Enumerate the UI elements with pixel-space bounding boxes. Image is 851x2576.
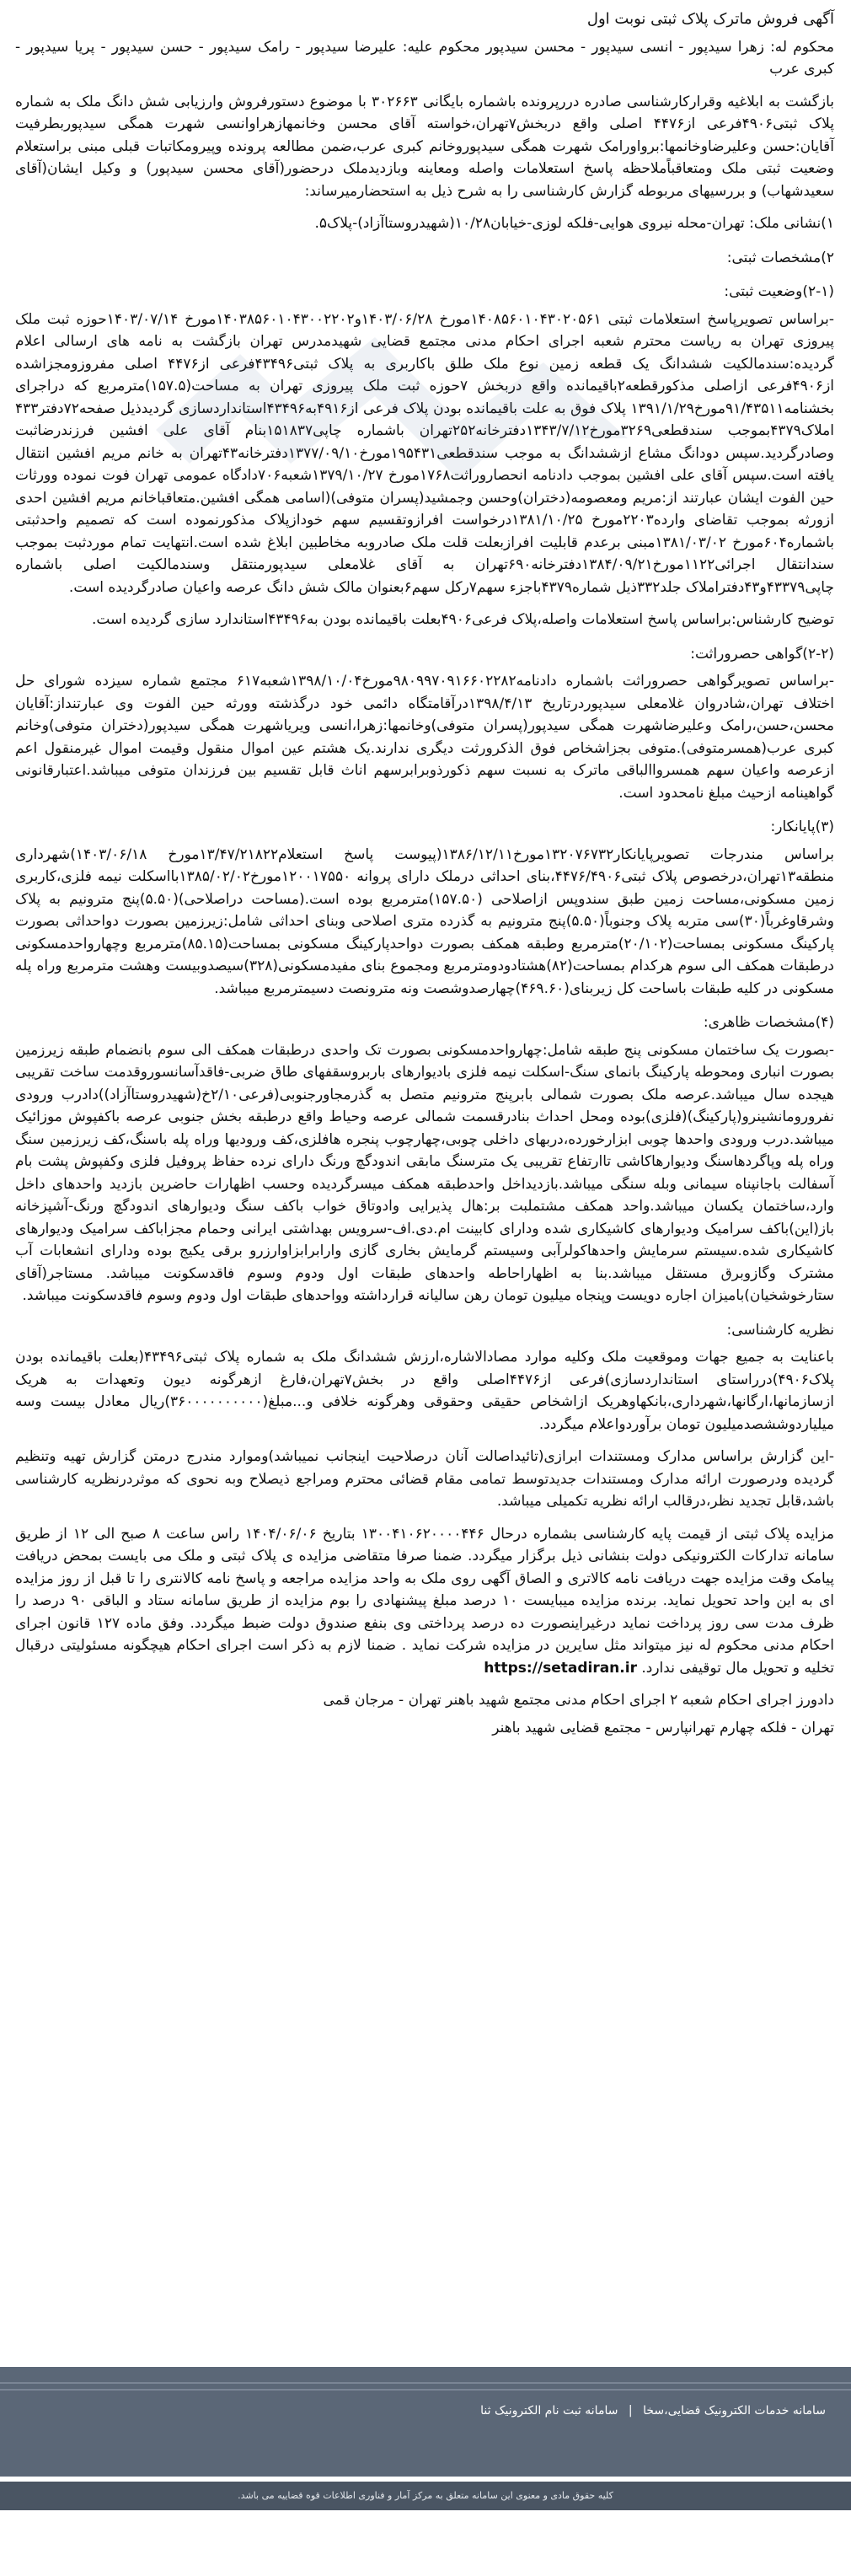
referral-paragraph: بازگشت به ابلاغیه وقرارکارشناسی صادره دررپرونده باشماره بایگانی ۳۰۲۶۶۳ با موضوع دستورفروش وارزیابی شش دانگ ملک به شماره پلاک ثبتی۴۹۰۶فرعی از۴۴۷۶ اصلی واقع دربخش۷تهران،خواسته آقای محسن وخانمهازهراوانسی شهرت همگی سیدپوربطرفیت آقایان:حسن وعلیرضاوخانمها:برواورامک شهرت همگی سیدپوروخانم کبری عرب،ضمن مطالعه پرونده وپیرومکاتبات قبلی مبنی براستعلام وضعیت ثبتی ملک ومتعاقباًملاحظه پاسخ استعلامات واصله ومعاینه وبازدیدملک درحضور(آقای محسن سیدپور) و وکیل ایشان(آقای سعیدشهاب) و بررسیهای مربوطه گزارش کارشناسی را به شرح ذیل به استحضارمیرساند: — [15, 93, 835, 200]
heading-inheritance: (۲-۲)گواهی حصروراثت: — [690, 645, 834, 663]
site-footer — [0, 2367, 851, 2576]
completion-paragraph: براساس مندرجات تصویرپایانکار۱۳۲۰۷۶۷۳۲مورخ۱۳۸۶/۱۲/۱۱(پیوست پاسخ استعلام۱۳/۴۷/۲۱۸۲۲مورخ ۱۴۰۳/۰۶/۱۸)شهرداری منطقه۱۳تهران،درخصوص پلاک ثبتی۴۴۷۶/۴۹۰۶،بنای احداثی درملک دارای پروانه ۱۲۰۰۱۷۵۵۰مورخ۱۳۸۵/۰۲/۰۲بااسکلت نیمه فلزی،کاربری زمین مسکونی،مساحت زمین طبق سندوپس ازاصلاحی (۱۵۷.۵۰)مترمربع بوده است.(مساحت دراصلاحی)(۵.۵۰)پنج مترونیم به پلاک وشرقاوغرباً(۳۰)سی متربه پلاک وجنوباً(۵.۵۰)پنج مترونیم به گذرده متری اصلاحی وبنای احداثی شامل:زیرزمین بصورت دواحداثی بصورت پارکینگ مسکونی بمساحت(۲۰/۱۰۲)مترمربع وطبقه همکف بصورت دواحدپارکینگ مسکونی بمساحت(۸۵.۱۵)مترمربع وچهارواحدمسکونی درطبقات همکف الی سوم هرکدام بمساحت(۸۲)هشتادودومترمربع ومجموع بنای مفیدمسکونی(۳۲۸)سیصدوبیست وهشت مترمربع وراه پله مسکونی در کلیه طبقات باساحت کل زیربنای(۴۶۹.۶۰)چهارصدوشصت ونه مترونصت دسیمترمربع میباشد. — [15, 845, 835, 997]
parties-paragraph: محکوم له: زهرا سیدپور - انسی سیدپور - محسن سیدپور محکوم علیه: علیرضا سیدپور - رامک سیدپور - حسن سیدپور - پریا سیدپور - کبری عرب — [15, 38, 834, 78]
footer-copyright: کلیه حقوق مادی و معنوی این سامانه متعلق به مرکز آمار و فناوری اطلاعات قوه قضاییه می باشد. — [0, 2482, 851, 2510]
disclaimer-paragraph: -این گزارش براساس مدارک ومستندات ابرازی(تائیداصالت آنان درصلاحیت اینجانب نمیباشد)وموارد مندرج درمتن گزارش تهیه وتنظیم گردیده ودرصورت ارائه مدارک ومستندات جدیدتوسط تمامی مقام قضائی محترم ومراجع ذیصلاح وبه نحوی که موثردرنظریه کارشناسی باشد،قابل تجدید نظر،درقالب ارائه نظریه تکمیلی میباشد. — [15, 1448, 834, 1510]
court-address: تهران - فلکه چهارم تهرانپارس - مجتمع قضایی شهید باهنر — [492, 1719, 834, 1736]
registration-paragraph: -براساس تصویرپاسخ استعلامات ثبتی ۱۴۰۸۵۶۰۱۰۴۳۰۲۰۵۶۱مورخ ۱۴۰۳/۰۶/۲۸و۱۴۰۳۸۵۶۰۱۰۴۳۰۰۲۲۰۲مورخ ۱۴۰۳/۰۷/۱۴حوزه ثبت ملک پیروزی تهران به ریاست محترم شعبه اجرای احکام مدنی مجتمع قضایی شهیدمدرس تهران بازگشت به نامه های ارسالی اعلام گردیده:سندمالکیت ششدانگ یک قطعه زمین نوع ملک طلق باکاربری به پلاک ثبتی۴۳۴۹۶فرعی از۴۴۷۶ اصلی مفروزومجزاشده از۴۹۰۶فرعی ازاصلی مذکورقطعه۲باقیمانده واقع دربخش ۷حوزه ثبت ملک پیروزی تهران به مساحت(۱۵۷.۵)مترمربع که دراجرای بخشنامه۹۱/۴۳۵۱۱مورخ۱۳۹۱/۱/۲۹ پلاک فوق به علت باقیمانده بودن پلاک فرعی از۴۹۱۶به۴۳۴۹۶استانداردسازی گردیدذیل صفحه۷۲دفتر۴۳۳ املاک۴۳۷۹بموجب سندقطعی۳۲۶۹مورخ۱۳۴۳/۷/۱۲دفترخانه۲۵۲تهران باشماره چاپی۱۵۱۸۳۷بنام آقای علی افشین فرزندرضاثبت وصادرگردید.سپس دودانگ مشاع ازششدانگ به موجب سندقطعی۱۹۵۴۳۱مورخ۱۳۷۷/۰۹/۱۰دفترخانه۴۳تهران به خانم مریم افشین انتقال یافته است.سپس آقای علی افشین بموجب دادنامه انحصاروراثت۱۷۶۸مورخ ۱۳۷۹/۱۰/۲۷شعبه۷۰۶دادگاه عمومی تهران فوت نموده وورثات حین الفوت ایشان عبارتند از:مریم ومعصومه(دختران)وحسن وجمشید(پسران متوفی)(اسامی همگی افشین.متعاقباخانم مریم افشین احدی ازورثه بموجب تقاضای وارده۲۲۰۳مورخ ۱۳۸۱/۱۰/۲۵درخواست افرازوتقسیم سهم خودازپلاک مذکورنموده است که تصمیم واحدثبتی باشماره۶۰۴مورخ ۱۳۸۱/۰۳/۰۲مبنی برعدم قابلیت افرازبعلت قلت ملک صادروبه مخاطبین ابلاغ شده است.انتهایت تمام موردثبت بموجب سندانتقال اجرائی۱۱۲۲مورخ۱۳۸۴/۰۹/۲۱دفترخانه۶۹۰تهران به آقای غلامعلی سیدپورمنتقل وسندمالکیت اصلی باشماره چاپی۴۳۳۷۹و۴۳دفتراملاک جلد۳۳۲ذیل شماره۴۳۷۹باجزء سهم۷رکل سهم۶بعنوان مالک شش دانگ عرصه واعیان صادرگردیده است. — [15, 310, 834, 596]
setadiran-link[interactable]: https://setadiran.ir — [484, 1659, 637, 1677]
footer-separator: | — [628, 2404, 633, 2418]
heading-completion: (۳)پایانکار: — [770, 818, 834, 835]
appearance-paragraph: -بصورت یک ساختمان مسکونی پنج طبقه شامل:چهارواحدمسکونی بصورت تک واحدی درطبقات همکف الی سوم بانضمام طبقه زیرزمین بصورت انباری ومحوطه پارکینگ بانمای سنگ-اسکلت نیمه فلزی بادیوارهای باربروسقفهای طاق ضربی-فاقدآسانسوروقدمت ساخت تقریبی هیجده سال میباشد.عرصه ملک بصورت شمالی بابرپنج مترونیم متصل به گذرمجاورجنوبی(فرعی۲/۱۰خ(شهیدروستاآزاد))دادرب ورودی نفرورومانشینرو(پارکینگ)(فلزی)بوده ومحل احداث بنادرقسمت شمالی عرصه وحیاط واقع درطبقه بخش جنوبی عرصه باکفپوش موزائیک میباشد.درب ورودی واحدها چوبی ابزارخورده،دربهای داخلی چوبی،چهارچوب پنجره هافلزی،کف ورودیها وراه پله باسنگ،کف زیرزمین سنگ وراه پله وپاگردهاسنگ ودیوارهاکاشی تاارتفاع تقریبی یک مترسنگ مابقی اندودگچ ورنگ دارای نرده حفاظ پروفیل فلزی وکفپوش پشت بام آسفالت باجانپناه سیمانی وبله سنگی میباشد.بازدیداخل واحدطبقه همکف میسرگردیده وحسب اظهارات حاضرین بازدید واحدهای داخل وارد،ساختمان یکسان میباشد.واحد همکف مشتملبت بر:هال پذیرایی وادوتاق خواب باکف سنگ ودیوارهای اندودگچ ورنگ-آشپزخانه باز(این)باکف سرامیک ودیوارهای کاشیکاری شده ودارای کابینت ام.دی.اف-سرویس بهداشتی ایرانی وحمام مجزاباکف سرامیک ودیوارهای کاشیکاری شده.سیستم سرمایش واحدهاکولرآبی وسیستم گرمایش بخاری گازی وارابرابزاوارزرو برقی یکیج بوده ودارای انشعابات آب مشترک وگازوبرق مستقل میباشد.بنا به اظهاراحاطه واحدهای طبقات اول ودوم وسوم فاقدسکونت میباشد. مستاجر(آقای ستارخوشخیان)بامیزان اجاره دویست وپنجاه میلیون تومان رهن سالیانه قرارداشته وواحدهای طبقات اول ودوم وسوم فاقدسکونت میباشد. — [15, 1041, 834, 1304]
valuation-paragraph: باعنایت به جمیع جهات وموقعیت ملک وکلیه موارد مصادالاشاره،ارزش ششدانگ ملک به شماره پلاک ثبتی۴۳۴۹۶(بعلت باقیمانده بودن پلاک۴۹۰۶)درراستای استانداردسازی)فرعی از۴۴۷۶اصلی واقع در بخش۷تهران،فارغ ازهرگونه دیون وتعهدات به هریک ازسازمانها،ارگانها،شهرداری،بانکهاوهریک ازاشخاص حقیقی وحقوقی وهرگونه خلافی و...مبلغ(۳۶۰۰۰۰۰۰۰۰۰۰)ریال معادل بیست وسه میلیاردوششصدمیلیون تومان برآوردواعلام میگردد. — [15, 1349, 835, 1433]
footer-bar — [0, 2367, 851, 2477]
property-address: ۱)نشانی ملک: تهران-محله نیروی هوایی-فلکه لوزی-خیابان۱۰/۲۸(شهیدروستاآزاد)-پلاک۵. — [314, 215, 834, 232]
heading-registration-status: (۲-۱)وضعیت ثبتی: — [724, 283, 834, 300]
footer-stripe — [0, 2382, 851, 2384]
heading-registration: ۲)مشخصات ثبتی: — [726, 249, 834, 266]
footer-links — [480, 2404, 826, 2418]
footer-stripe — [0, 2389, 851, 2391]
inheritance-paragraph: -براساس تصویرگواهی حصروراثت باشماره دادنامه۹۸۰۹۹۷۰۹۱۶۶۰۲۲۸۲مورخ۱۳۹۸/۱۰/۰۴شعبه۶۱۷ مجتمع شماره سیزده شورای حل اختلاف تهران،شادروان غلامعلی سیدپوردرتاریخ ۱۳۹۸/۴/۱۳درآقامتگاه دائمی خود درگذشته وورثه حین الفوت وی عبارتنداز:آقایان محسن،حسن،رامک وعلیرضاشهرت همگی سیدپور(پسران متوفی)وخانمها:زهرا،انسی ویریاشهرت همگی سیدپور(دختران متوفی)وخانم کبری عرب(همسرمتوفی).متوفی بجزاشخاص فوق الذکرورثت دیگری ندارند.یک هشتم عین اموال منقول وقیمت اموال غیرمنقول اعم ازعرصه واعیان سهم همسرواالباقی ماترک به نسبت سهم ذکورذوبرابرسهم اناث قابل تقسیم بین فرزندان متوفی میباشد.اعتبارقانونی گواهینامه ازحیث مبلغ نامحدود است. — [15, 673, 834, 802]
auction-text: مزایده پلاک ثبتی از قیمت پایه کارشناسی بشماره درحال ۱۳۰۰۴۱۰۶۲۰۰۰۰۴۴۶ بتاریخ ۱۴۰۴/۰۶/۰۶ راس ساعت ۸ صبح الی ۱۲ از طریق سامانه تدارکات الکترونیکی دولت بنشانی ذیل برگزار میگردد. ضمنا صرفا متقاضی مزایده ی پلاک ثبتی و ملک می بایست بمحض دریافت پیامک وقت مزایده جهت دریافت نامه کالاتری و الصاق آگهی روی ملک به واحد مزایده مراجعه و پاسخ نامه کالانتری را تا قبل از روز مزایده ای به این واحد تحویل نماید. برنده مزایده میبایست ۱۰ درصد مبلغ پیشنهادی را بوم مزایده از طریق سامانه ستاد و الباقی ۹۰ درصد را ظرف مدت سی روز پرداخت نماید درغیراینصورت ده درصد پرداختی وی بنفع صندوق دولت ضبط میگردد. وفق ماده ۱۲۷ قانون اجرای احکام مدنی محکوم له نیز میتواند مثل سایرین در مزایده شرکت نماید . ضمنا لازم به ذکر است اجرای احکام هیچگونه مسئولیتی درقبال تخلیه و تحویل مال توقیفی ندارد. — [15, 1525, 835, 1677]
officer-signature: دادورز اجرای احکام شعبه ۲ اجرای احکام مدنی مجتمع شهید باهنر تهران - مرجان قمی — [323, 1692, 834, 1709]
footer-link-sakha[interactable]: سامانه خدمات الکترونیک قضایی،سخا — [643, 2404, 826, 2418]
heading-appearance: (۴)مشخصات ظاهری: — [703, 1014, 834, 1031]
heading-expert-opinion: نظریه کارشناسی: — [726, 1321, 834, 1339]
notice-title: آگهی فروش ماترک پلاک ثبتی نوبت اول — [586, 10, 834, 28]
footer-link-sana[interactable]: سامانه ثبت نام الکترونیک ثنا — [480, 2404, 618, 2418]
auction-paragraph — [15, 1523, 834, 1680]
expert-note-paragraph: توضیح کارشناس:براساس پاسخ استعلامات واصله،پلاک فرعی۴۹۰۶بعلت باقیمانده بودن به۴۳۴۹۶استاندارد سازی گردیده است. — [91, 611, 834, 628]
